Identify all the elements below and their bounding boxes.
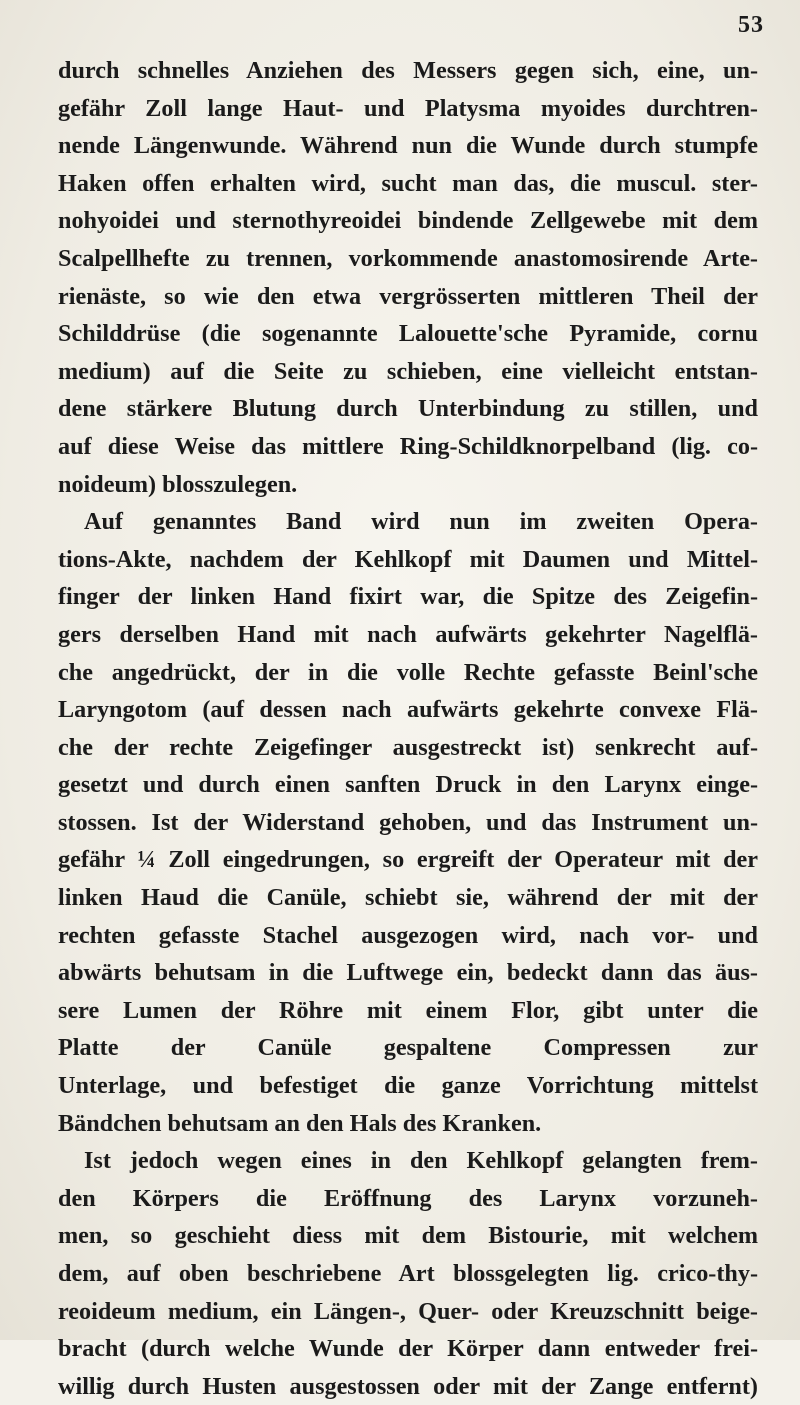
text-line: Auf genanntes Band wird nun im zweiten Opera-	[84, 508, 758, 536]
text-line: rienäste, so wie den etwa vergrösserten mittleren Theil der	[58, 282, 758, 310]
text-line: reoideum medium, ein Längen-, Quer- oder Kreuzschnitt beige-	[58, 1297, 758, 1325]
text-line: Haken offen erhalten wird, sucht man das, die muscul. ster-	[58, 169, 758, 197]
text-line: medium) auf die Seite zu schieben, eine vielleicht entstan-	[58, 357, 758, 385]
text-line: finger der linken Hand fixirt war, die Spitze des Zeigefin-	[58, 583, 758, 611]
text-line: dene stärkere Blutung durch Unterbindung zu stillen, und	[58, 395, 758, 423]
text-line: che angedrückt, der in die volle Rechte gefasste Beinl'sche	[58, 658, 758, 686]
text-line: durch schnelles Anziehen des Messers gegen sich, eine, un-	[58, 57, 758, 84]
text-line: gefähr Zoll lange Haut- und Platysma myoides durchtren-	[58, 94, 758, 122]
text-line: Platte der Canüle gespaltene Compressen zur	[58, 1034, 758, 1062]
text-line: gesetzt und durch einen sanften Druck in den Larynx einge-	[58, 771, 758, 799]
text-line: nende Längenwunde. Während nun die Wunde durch stumpfe	[58, 132, 758, 160]
text-line: Ist jedoch wegen eines in den Kehlkopf gelangten frem-	[84, 1147, 758, 1175]
text-line: bracht (durch welche Wunde der Körper dann entweder frei-	[58, 1335, 758, 1363]
text-line: auf diese Weise das mittlere Ring-Schildknorpelband (lig. co-	[58, 432, 758, 460]
text-line: sere Lumen der Röhre mit einem Flor, gibt unter die	[58, 996, 758, 1024]
text-line: Scalpellhefte zu trennen, vorkommende anastomosirende Arte-	[58, 244, 758, 272]
text-line: den Körpers die Eröffnung des Larynx vorzuneh-	[58, 1184, 758, 1212]
text-line: stossen. Ist der Widerstand gehoben, und das Instrument un-	[58, 808, 758, 836]
text-line: men, so geschieht diess mit dem Bistourie, mit welchem	[58, 1222, 758, 1250]
text-line: gers derselben Hand mit nach aufwärts gekehrter Nagelflä-	[58, 620, 758, 648]
text-line: willig durch Husten ausgestossen oder mit der Zange entfernt)	[58, 1372, 758, 1400]
text-line: noideum) blosszulegen.	[58, 470, 298, 498]
body-text	[58, 52, 758, 1405]
text-line: abwärts behutsam in die Luftwege ein, bedeckt dann das äus-	[58, 959, 758, 987]
text-line: Schilddrüse (die sogenannte Lalouette'sche Pyramide, cornu	[58, 320, 758, 348]
text-line: nohyoidei und sternothyreoidei bindende Zellgewebe mit dem	[58, 207, 758, 235]
text-line: che der rechte Zeigefinger ausgestreckt ist) senkrecht auf-	[58, 733, 758, 761]
text-line: tions-Akte, nachdem der Kehlkopf mit Daumen und Mittel-	[58, 545, 758, 573]
text-line: gefähr ¼ Zoll eingedrungen, so ergreift der Operateur mit der	[58, 846, 758, 874]
text-line: dem, auf oben beschriebene Art blossgelegten lig. crico-thy-	[58, 1260, 758, 1287]
text-line: Unterlage, und befestiget die ganze Vorrichtung mittelst	[58, 1072, 758, 1100]
text-line: linken Haud die Canüle, schiebt sie, während der mit der	[58, 884, 758, 912]
text-line: Laryngotom (auf dessen nach aufwärts gekehrte convexe Flä-	[58, 696, 758, 724]
text-line: Bändchen behutsam an den Hals des Kranken.	[58, 1109, 542, 1137]
text-line: rechten gefasste Stachel ausgezogen wird, nach vor- und	[58, 921, 758, 949]
page-number: 53	[738, 12, 764, 38]
